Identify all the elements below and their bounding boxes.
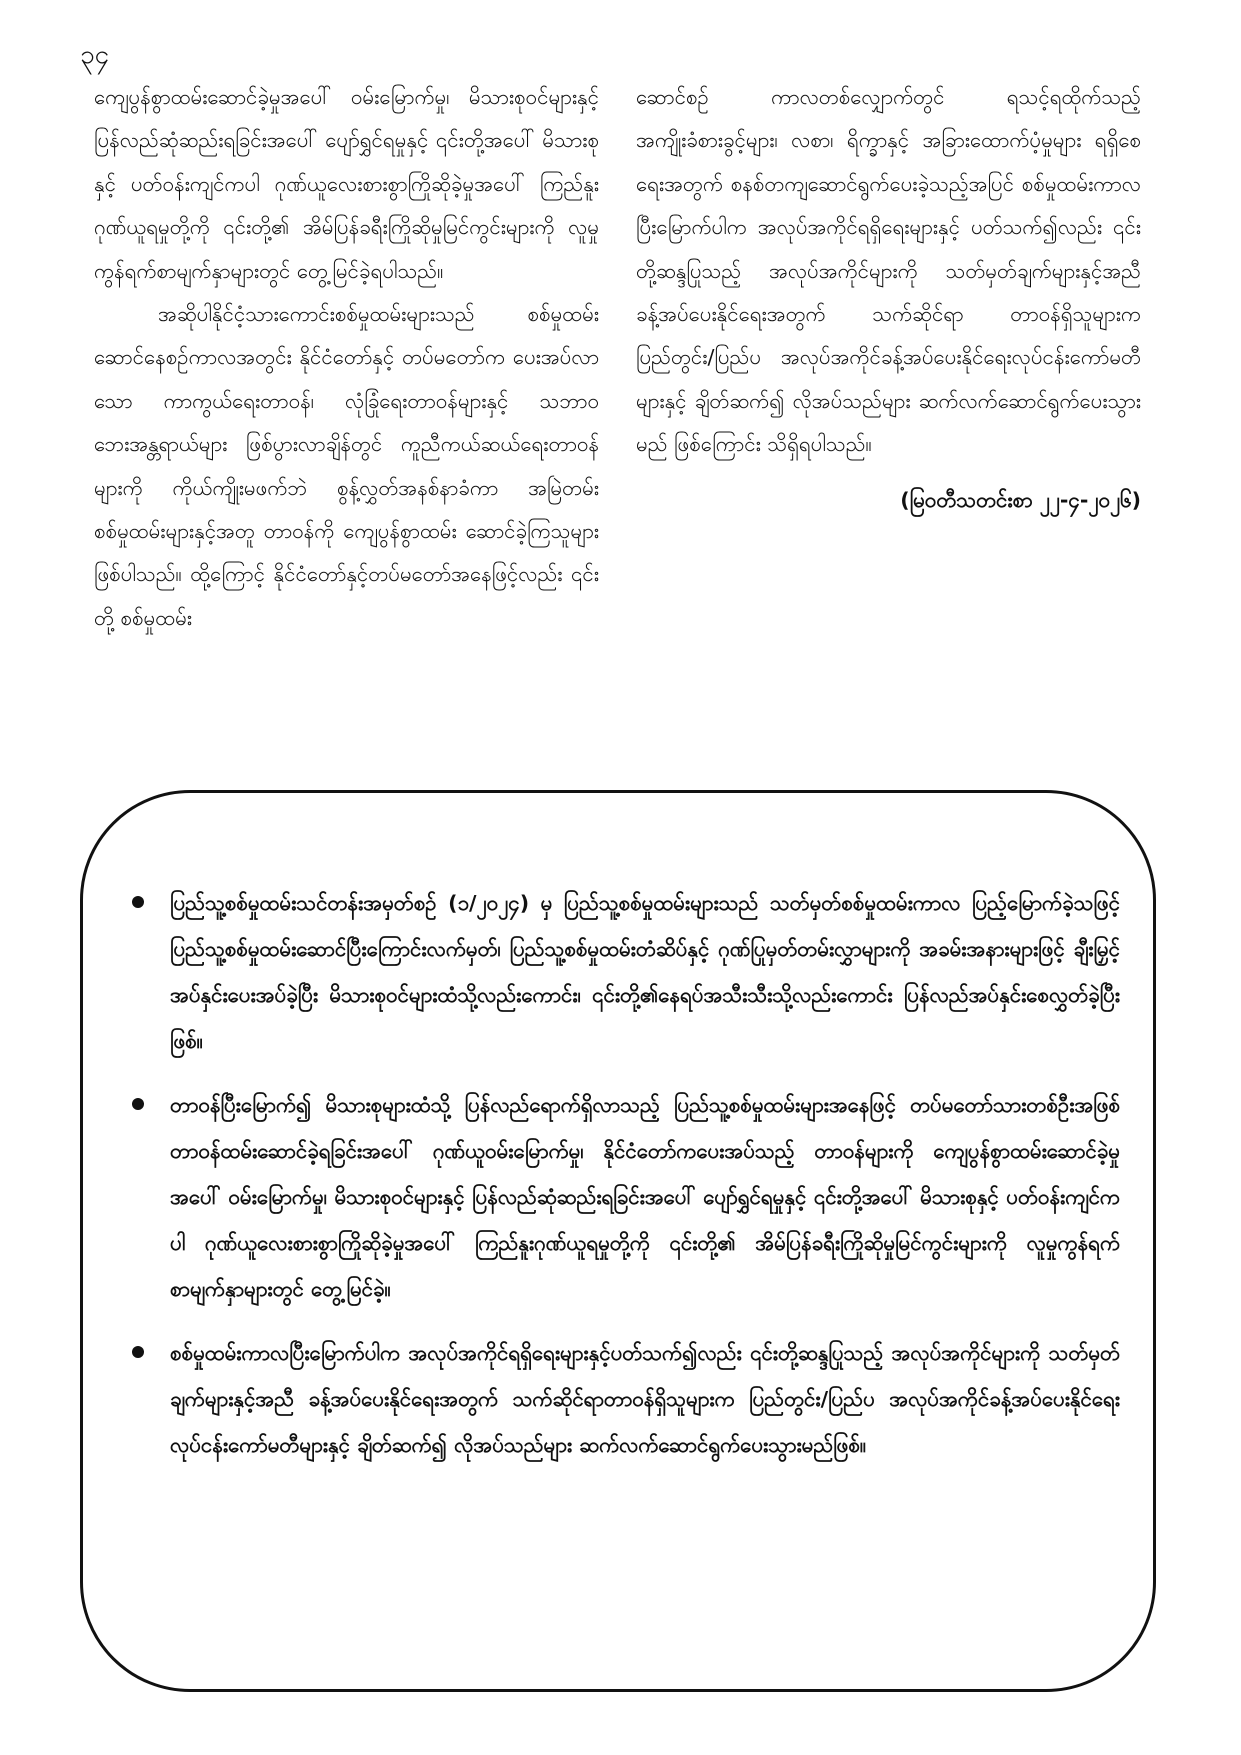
summary-bullet-item bbox=[130, 1330, 1120, 1468]
bullet-dot-icon bbox=[132, 1346, 144, 1358]
summary-bullet-item bbox=[130, 1082, 1120, 1312]
source-citation: (မြဝတီသတင်းစာ ၂၂-၄-၂၀၂၆) bbox=[900, 487, 1141, 512]
summary-bullet-list bbox=[130, 880, 1120, 1486]
page-number: ၃၄ bbox=[80, 40, 110, 70]
left-paragraph-2: အဆိုပါနိုင်ငံ့သားကောင်းစစ်မှုထမ်းများသည် စစ်မှုထမ်းဆောင်နေစဉ်ကာလအတွင်း နိုင်ငံတော်နှင့် တပ်မတော်က ပေးအပ်လာသော ကာကွယ်ရေးတာဝန်၊ လုံခြုံရေးတာဝန်များနှင့် သဘာဝဘေးအန္တရာယ်များ ဖြစ်ပွားလာချိန်တွင် ကူညီကယ်ဆယ်ရေးတာဝန်များကို ကိုယ်ကျိုးမဖက်ဘဲ စွန့်လွှတ်အနစ်နာခံကာ အမြဲတမ်းစစ်မှုထမ်းများနှင့်အတူ တာဝန်ကို ကျေပွန်စွာထမ်း ဆောင်ခဲ့ကြသူများဖြစ်ပါသည်။ ထို့ကြောင့် နိုင်ငံတော်နှင့်တပ်မတော်အနေဖြင့်လည်း ၎င်းတို့ စစ်မှုထမ်း bbox=[94, 302, 599, 630]
summary-bullet-text: ပြည်သူ့စစ်မှုထမ်းသင်တန်းအမှတ်စဉ် (၁/၂၀၂၄) မှ ပြည်သူ့စစ်မှုထမ်းများသည် သတ်မှတ်စစ်မှုထမ်းကာလ ပြည့်မြောက်ခဲ့သဖြင့် ပြည်သူ့စစ်မှုထမ်းဆောင်ပြီးကြောင်းလက်မှတ်၊ ပြည်သူ့စစ်မှုထမ်းတံဆိပ်နှင့် ဂုဏ်ပြုမှတ်တမ်းလွှာများကို အခမ်းအနားများဖြင့် ချီးမြှင့်အပ်နှင်းပေးအပ်ခဲ့ပြီး မိသားစုဝင်များထံသို့လည်းကောင်း၊ ၎င်းတို့၏နေရပ်အသီးသီးသို့လည်းကောင်း ပြန်လည်အပ်နှင်းစေလွှတ်ခဲ့ပြီးဖြစ်။ bbox=[170, 891, 1120, 1053]
right-paragraph-1: ဆောင်စဉ် ကာလတစ်လျှောက်တွင် ရသင့်ရထိုက်သည့် အကျိုးခံစားခွင့်များ၊ လစာ၊ ရိက္ခာနှင့် အခြားထောက်ပံ့မှုများ ရရှိစေရေးအတွက် စနစ်တကျဆောင်ရွက်ပေးခဲ့သည့်အပြင် စစ်မှုထမ်းကာလပြီးမြောက်ပါက အလုပ်အကိုင်ရရှိရေးများနှင့် ပတ်သက်၍လည်း ၎င်းတို့ဆန္ဒပြုသည့် အလုပ်အကိုင်များကို သတ်မှတ်ချက်များနှင့်အညီ ခန့်အပ်ပေးနိုင်ရေးအတွက် သက်ဆိုင်ရာ တာဝန်ရှိသူများက ပြည်တွင်း/ပြည်ပ အလုပ်အကိုင်ခန့်အပ်ပေးနိုင်ရေးလုပ်ငန်းကော်မတီများနှင့် ချိတ်ဆက်၍ လိုအပ်သည်များ ဆက်လက်ဆောင်ရွက်ပေးသွားမည် ဖြစ်ကြောင်း သိရှိရပါသည်။ bbox=[636, 85, 1141, 457]
left-text-column bbox=[94, 76, 599, 640]
summary-bullet-text: တာဝန်ပြီးမြောက်၍ မိသားစုများထံသို့ ပြန်လည်ရောက်ရှိလာသည့် ပြည်သူ့စစ်မှုထမ်းများအနေဖြင့် တပ်မတော်သားတစ်ဦးအဖြစ် တာဝန်ထမ်းဆောင်ခဲ့ရခြင်းအပေါ် ဂုဏ်ယူဝမ်းမြောက်မှု၊ နိုင်ငံတော်ကပေးအပ်သည့် တာဝန်များကို ကျေပွန်စွာထမ်းဆောင်ခဲ့မှုအပေါ် ဝမ်းမြောက်မှု၊ မိသားစုဝင်များနှင့် ပြန်လည်ဆုံဆည်းရခြင်းအပေါ် ပျော်ရွှင်ရမှုနှင့် ၎င်းတို့အပေါ် မိသားစုနှင့် ပတ်ဝန်းကျင်ကပါ ဂုဏ်ယူလေးစားစွာကြိုဆိုခဲ့မှုအပေါ် ကြည်နူးဂုဏ်ယူရမှုတို့ကို ၎င်းတို့၏ အိမ်ပြန်ခရီးကြိုဆိုမှုမြင်ကွင်းများကို လူမှုကွန်ရက်စာမျက်နှာများတွင် တွေ့မြင်ခဲ့။ bbox=[170, 1093, 1120, 1301]
bullet-dot-icon bbox=[132, 1098, 144, 1110]
right-text-column bbox=[636, 76, 1141, 522]
summary-bullet-item bbox=[130, 880, 1120, 1064]
left-paragraph-1: ကျေပွန်စွာထမ်းဆောင်ခဲ့မှုအပေါ် ဝမ်းမြောက်မှု၊ မိသားစုဝင်များနှင့် ပြန်လည်ဆုံဆည်းရခြင်းအပေါ် ပျော်ရွှင်ရမှုနှင့် ၎င်းတို့အပေါ် မိသားစုနှင့် ပတ်ဝန်းကျင်ကပါ ဂုဏ်ယူလေးစားစွာကြိုဆိုခဲ့မှုအပေါ် ကြည်နူးဂုဏ်ယူရမှုတို့ကို ၎င်းတို့၏ အိမ်ပြန်ခရီးကြိုဆိုမှုမြင်ကွင်းများကို လူမှုကွန်ရက်စာမျက်နှာများတွင် တွေ့မြင်ခဲ့ရပါသည်။ bbox=[94, 85, 599, 283]
summary-bullet-text: စစ်မှုထမ်းကာလပြီးမြောက်ပါက အလုပ်အကိုင်ရရှိရေးများနှင့်ပတ်သက်၍လည်း ၎င်းတို့ဆန္ဒပြုသည့် အလုပ်အကိုင်များကို သတ်မှတ်ချက်များနှင့်အညီ ခန့်အပ်ပေးနိုင်ရေးအတွက် သက်ဆိုင်ရာတာဝန်ရှိသူများက ပြည်တွင်း/ပြည်ပ အလုပ်အကိုင်ခန့်အပ်ပေးနိုင်ရေး လုပ်ငန်းကော်မတီများနှင့် ချိတ်ဆက်၍ လိုအပ်သည်များ ဆက်လက်ဆောင်ရွက်ပေးသွားမည်ဖြစ်။ bbox=[170, 1341, 1120, 1457]
bullet-dot-icon bbox=[132, 896, 144, 908]
